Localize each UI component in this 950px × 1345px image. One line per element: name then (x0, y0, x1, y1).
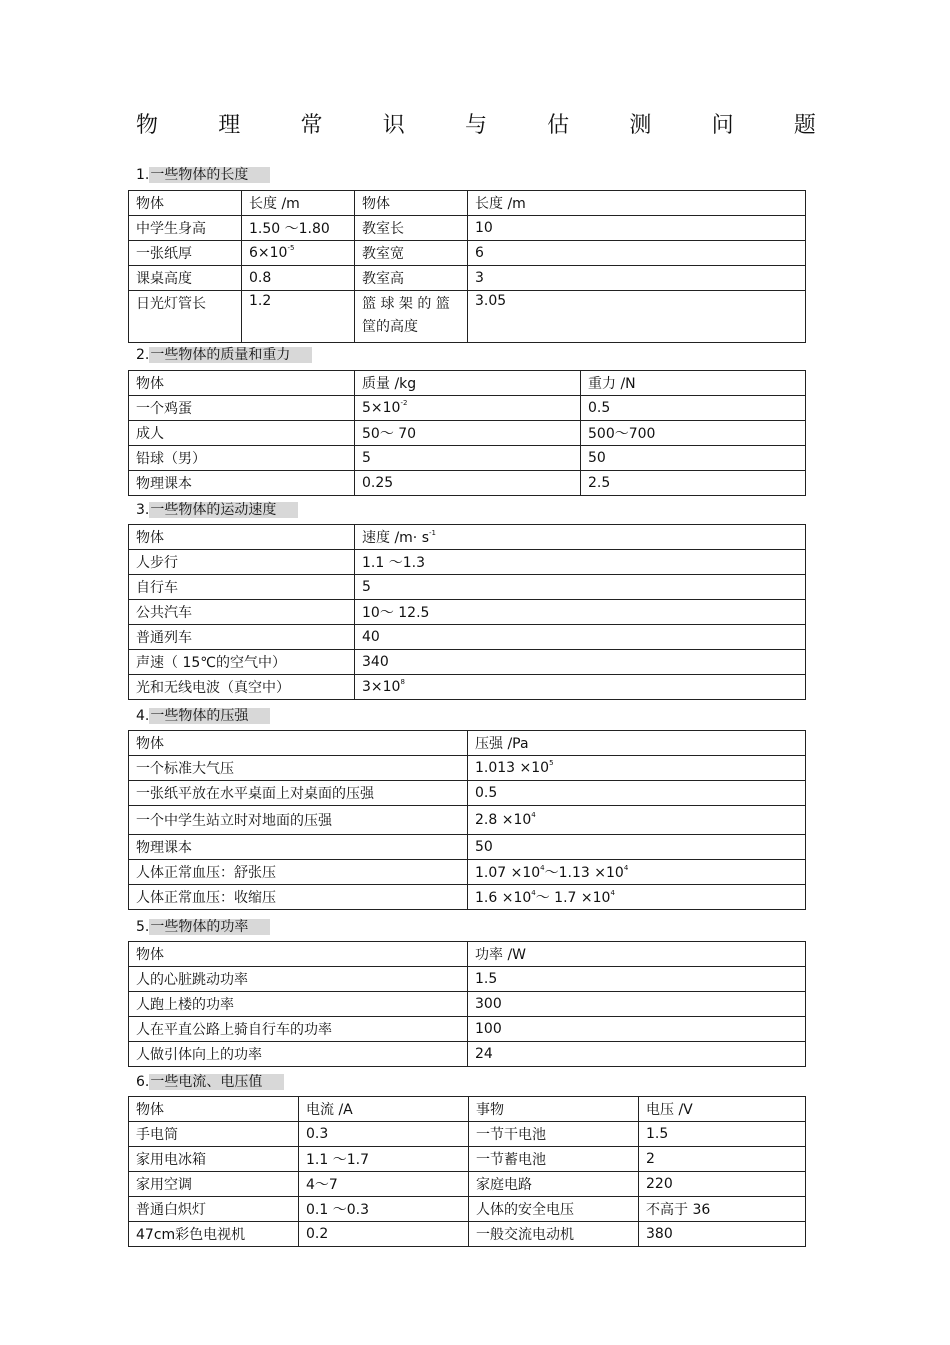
value-base: 1.013 ×10 (475, 760, 550, 776)
table-cell: 2.5 (581, 471, 806, 496)
table-header-row (129, 191, 806, 216)
table-cell (355, 525, 806, 550)
table-cell: 0.1 ～0.3 (299, 1197, 469, 1222)
table-row (129, 600, 806, 625)
table-cell: 300 (468, 992, 806, 1017)
current-voltage-table (128, 1096, 806, 1247)
table-cell: 人在平直公路上骑自行车的功率 (129, 1017, 468, 1042)
table-cell: 普通白炽灯 (129, 1197, 299, 1222)
table-cell: 光和无线电波（真空中） (129, 675, 355, 700)
table-row (129, 291, 806, 343)
table-cell: 6 (468, 241, 806, 266)
table-row (129, 421, 806, 446)
table-cell: 教室高 (355, 266, 468, 291)
title-char: 估 (547, 113, 570, 138)
table-cell: 物体 (129, 942, 468, 967)
section-number: 3. (136, 502, 150, 518)
title-char: 题 (793, 113, 816, 138)
value-exponent: -2 (400, 399, 408, 407)
value-exponent: -1 (429, 529, 436, 537)
table-cell (468, 860, 806, 885)
table-cell: 0.8 (242, 266, 355, 291)
value-base: 5×10 (362, 400, 401, 416)
section-heading-speed (136, 500, 298, 520)
table-cell (355, 675, 806, 700)
mass-table (128, 370, 806, 496)
section-title: 一些物体的运动速度 (149, 502, 298, 518)
table-cell: 物体 (129, 371, 355, 396)
title-char: 测 (629, 113, 652, 138)
value-exponent: 4 (531, 889, 536, 897)
table-cell: 人做引体向上的功率 (129, 1042, 468, 1067)
table-cell: 自行车 (129, 575, 355, 600)
table-cell: 长度 /m (468, 191, 806, 216)
value-exponent: 8 (400, 678, 405, 686)
table-cell: 物体 (129, 731, 468, 756)
table-cell: 0.2 (299, 1222, 469, 1247)
table-cell: 功率 /W (468, 942, 806, 967)
table-cell (242, 241, 355, 266)
table-cell: 50 (581, 446, 806, 471)
table-cell: 事物 (469, 1097, 639, 1122)
table-header-row (129, 371, 806, 396)
value-exponent: 4 (540, 864, 545, 872)
table-cell: 课桌高度 (129, 266, 242, 291)
table-row (129, 266, 806, 291)
table-row (129, 992, 806, 1017)
title-char: 识 (382, 113, 405, 138)
table-cell: 3.05 (468, 291, 806, 343)
table-cell: 0.3 (299, 1122, 469, 1147)
section-heading-mass (136, 345, 312, 365)
table-cell: 篮 球 架 的 篮 筐的高度 (355, 291, 468, 343)
value-base: 1.07 ×10 (475, 865, 541, 881)
value-base: 速度 /m· s (362, 530, 429, 546)
table-cell: 物理课本 (129, 471, 355, 496)
section-number: 4. (136, 708, 150, 724)
table-header-row (129, 942, 806, 967)
table-cell: 5 (355, 446, 581, 471)
table-cell: 24 (468, 1042, 806, 1067)
table-cell: 不高于 36 (639, 1197, 806, 1222)
table-cell: 1.1 ～1.3 (355, 550, 806, 575)
table-cell: 一个标准大气压 (129, 756, 468, 781)
table-cell: 一张纸平放在水平桌面上对桌面的压强 (129, 781, 468, 806)
table-cell: 质量 /kg (355, 371, 581, 396)
table-cell: 100 (468, 1017, 806, 1042)
table-cell: 声速（ 15℃的空气中） (129, 650, 355, 675)
section-heading-length (136, 165, 270, 185)
section-title: 一些物体的压强 (149, 708, 270, 724)
table-cell: 4～7 (299, 1172, 469, 1197)
table-cell: 340 (355, 650, 806, 675)
table-cell: 0.5 (468, 781, 806, 806)
title-char: 问 (711, 113, 734, 138)
section-title: 一些物体的质量和重力 (149, 347, 312, 363)
table-row (129, 835, 806, 860)
table-row (129, 1122, 806, 1147)
table-cell: 0.5 (581, 396, 806, 421)
table-cell: 5 (355, 575, 806, 600)
table-cell: 教室宽 (355, 241, 468, 266)
table-row (129, 1197, 806, 1222)
table-cell: 10～ 12.5 (355, 600, 806, 625)
table-cell: 电压 /V (639, 1097, 806, 1122)
section-heading-power (136, 917, 270, 937)
value-exponent: -5 (287, 244, 295, 252)
table-row (129, 650, 806, 675)
value-exponent: 4 (531, 811, 536, 819)
table-cell: 长度 /m (242, 191, 355, 216)
table-row (129, 216, 806, 241)
table-cell: 人体的安全电压 (469, 1197, 639, 1222)
table-cell (468, 756, 806, 781)
table-cell: 成人 (129, 421, 355, 446)
page-title (136, 108, 816, 139)
title-char: 与 (464, 113, 487, 138)
table-row (129, 1147, 806, 1172)
table-cell: 1.5 (639, 1122, 806, 1147)
table-row (129, 756, 806, 781)
table-cell: 电流 /A (299, 1097, 469, 1122)
table-cell (355, 396, 581, 421)
section-number: 6. (136, 1074, 150, 1090)
table-row (129, 1222, 806, 1247)
table-cell: 1.50 ～1.80 (242, 216, 355, 241)
table-cell: 家用空调 (129, 1172, 299, 1197)
table-row (129, 781, 806, 806)
table-cell: 一张纸厚 (129, 241, 242, 266)
table-cell: 人跑上楼的功率 (129, 992, 468, 1017)
table-cell: 物体 (129, 1097, 299, 1122)
section-number: 5. (136, 919, 150, 935)
length-table (128, 190, 806, 343)
table-cell: 1.1 ～1.7 (299, 1147, 469, 1172)
table-cell: 人体正常血压：收缩压 (129, 885, 468, 910)
table-row (129, 396, 806, 421)
section-number: 2. (136, 347, 150, 363)
table-cell: 压强 /Pa (468, 731, 806, 756)
table-cell (468, 885, 806, 910)
table-cell: 一个中学生站立时对地面的压强 (129, 806, 468, 835)
table-row (129, 806, 806, 835)
table-cell: 一节蓄电池 (469, 1147, 639, 1172)
value-base: 1.6 ×10 (475, 890, 532, 906)
table-cell: 3 (468, 266, 806, 291)
table-cell: 10 (468, 216, 806, 241)
table-header-row (129, 525, 806, 550)
table-cell: 40 (355, 625, 806, 650)
table-row (129, 550, 806, 575)
table-row (129, 967, 806, 992)
pressure-table (128, 730, 806, 910)
table-cell: 物理课本 (129, 835, 468, 860)
table-cell: 2 (639, 1147, 806, 1172)
table-cell: 普通列车 (129, 625, 355, 650)
section-title: 一些电流、电压值 (149, 1074, 284, 1090)
section-heading-pressure (136, 706, 270, 726)
table-cell: 1.5 (468, 967, 806, 992)
table-cell: 一个鸡蛋 (129, 396, 355, 421)
table-cell: 50 (468, 835, 806, 860)
value-base: ～ 1.7 ×10 (535, 890, 611, 906)
value-exponent: 4 (623, 864, 629, 872)
table-cell: 重力 /N (581, 371, 806, 396)
title-char: 常 (300, 113, 323, 138)
table-row (129, 446, 806, 471)
section-title: 一些物体的功率 (149, 919, 270, 935)
table-header-row (129, 731, 806, 756)
table-row (129, 885, 806, 910)
value-base: 2.8 ×10 (475, 812, 532, 828)
table-cell: 家用电冰箱 (129, 1147, 299, 1172)
value-exponent: 4 (610, 889, 615, 897)
section-title: 一些物体的长度 (149, 167, 270, 183)
table-cell: 220 (639, 1172, 806, 1197)
table-cell: 教室长 (355, 216, 468, 241)
table-cell: 人步行 (129, 550, 355, 575)
table-row (129, 1042, 806, 1067)
title-char: 物 (136, 113, 159, 138)
title-char: 理 (218, 113, 241, 138)
table-cell: 铅球（男） (129, 446, 355, 471)
table-row (129, 625, 806, 650)
table-row (129, 1017, 806, 1042)
section-heading-current-voltage (136, 1072, 284, 1092)
table-row (129, 1172, 806, 1197)
value-base: ～1.13 ×10 (544, 865, 624, 881)
value-exponent: 5 (549, 759, 554, 767)
table-cell: 500～700 (581, 421, 806, 446)
table-cell: 1.2 (242, 291, 355, 343)
table-cell: 手电筒 (129, 1122, 299, 1147)
table-cell: 50～ 70 (355, 421, 581, 446)
table-row (129, 241, 806, 266)
table-cell: 物体 (355, 191, 468, 216)
table-cell: 人体正常血压：舒张压 (129, 860, 468, 885)
section-number: 1. (136, 167, 150, 183)
value-base: 3×10 (362, 679, 401, 695)
table-cell: 家庭电路 (469, 1172, 639, 1197)
table-row (129, 860, 806, 885)
value-base: 6×10 (249, 245, 288, 261)
table-cell: 一节干电池 (469, 1122, 639, 1147)
table-cell: 公共汽车 (129, 600, 355, 625)
table-row (129, 675, 806, 700)
table-cell: 380 (639, 1222, 806, 1247)
table-cell: 物体 (129, 191, 242, 216)
table-row (129, 471, 806, 496)
table-header-row (129, 1097, 806, 1122)
table-cell: 物体 (129, 525, 355, 550)
table-cell (468, 806, 806, 835)
table-cell: 47cm彩色电视机 (129, 1222, 299, 1247)
table-cell: 0.25 (355, 471, 581, 496)
speed-table (128, 524, 806, 700)
table-cell: 一般交流电动机 (469, 1222, 639, 1247)
table-cell: 人的心脏跳动功率 (129, 967, 468, 992)
table-cell: 日光灯管长 (129, 291, 242, 343)
power-table (128, 941, 806, 1067)
table-cell: 中学生身高 (129, 216, 242, 241)
table-row (129, 575, 806, 600)
